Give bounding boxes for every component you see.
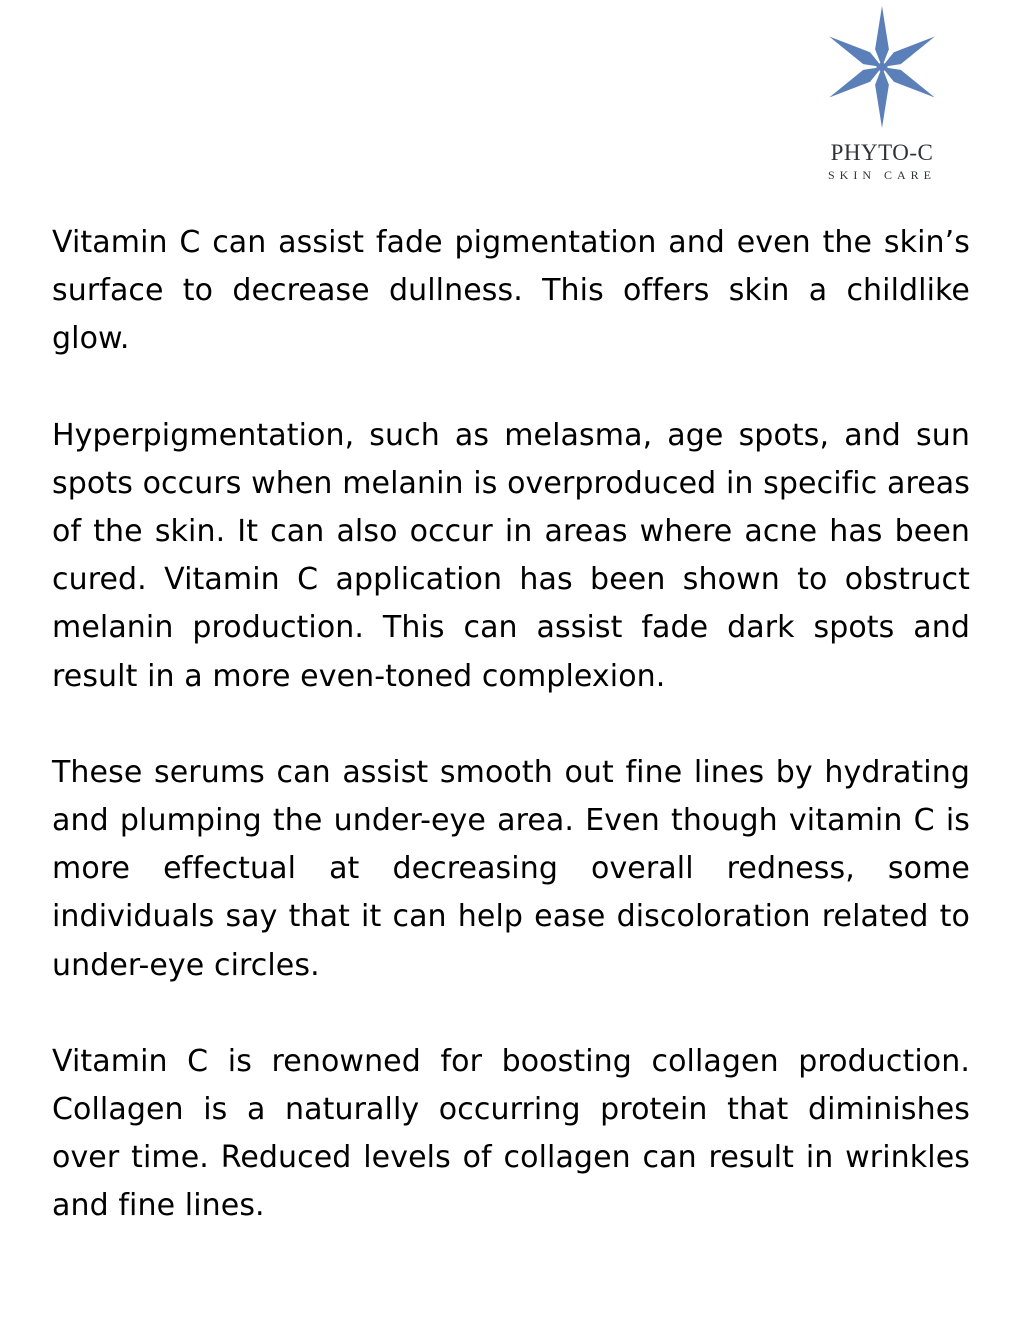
brand-name: PHYTO-C <box>830 140 934 165</box>
paragraph-under-eye: These serums can assist smooth out fine lines by hydrating and plumping the under-eye area. Even though vitamin C is more effectual at decreasing overall redness, some individuals say that it can help ease discoloration related to under-eye circles. <box>52 754 970 983</box>
paragraph-fade-pigmentation: Vitamin C can assist fade pigmentation and even the skin’s surface to decrease dullness. This offers skin a childlike glow. <box>52 225 970 357</box>
article-body <box>52 219 970 1279</box>
brand-logo <box>808 4 956 184</box>
paragraph-collagen: Vitamin C is renowned for boosting collagen production. Collagen is a naturally occurring protein that diminishes over time. Reduced levels of collagen can result in wrinkles and fine lines. <box>52 1043 970 1224</box>
six-pointed-star-icon <box>823 4 941 130</box>
paragraph-hyperpigmentation: Hyperpigmentation, such as melasma, age spots, and sun spots occurs when melanin is overproduced in specific areas of the skin. It can also occur in areas where acne has been cured. Vitamin C application has been shown to obstruct melanin production. This can assist fade dark spots and result in a more even-toned complexion. <box>52 417 970 694</box>
brand-tagline: SKIN CARE <box>827 168 936 182</box>
